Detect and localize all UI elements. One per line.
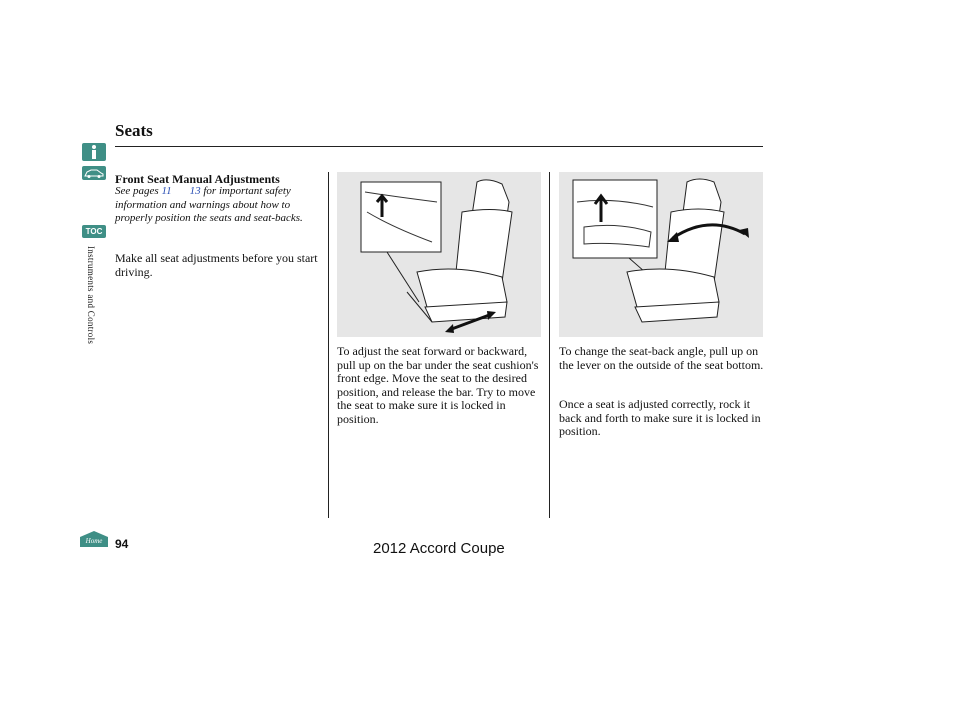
document-footer: 2012 Accord Coupe [373,540,505,557]
intro-text: Make all seat adjustments before you start driving. [115,251,318,279]
seat-slide-illustration [337,172,541,337]
home-label: Home [85,537,103,545]
seatback-recline-illustration [559,172,763,337]
section-vertical-label: Instruments and Controls [86,246,96,345]
page-link-13[interactable]: 13 [189,185,201,197]
toc-label: TOC [85,227,103,236]
seatback-instructions: To change the seat-back angle, pull up on the lever on the outside of the seat bottom. [559,344,764,372]
column-divider [549,172,550,518]
section-heading: Front Seat Manual Adjustments [115,172,280,186]
title-rule [115,146,763,147]
see-suffix: for important safety information and warnings about how to properly position the seats and seat-backs. [115,185,303,224]
car-icon[interactable] [82,166,106,180]
page-number: 94 [115,537,129,551]
see-prefix: See pages [115,185,162,197]
safety-reference [115,185,320,226]
seat-lock-check-text: Once a seat is adjusted correctly, rock it back and forth to make sure it is locked in position. [559,397,761,438]
toc-icon[interactable] [82,225,106,238]
info-icon[interactable] [82,143,106,161]
page-link-11[interactable]: 11 [161,185,172,197]
column-divider [328,172,329,518]
home-icon[interactable] [80,531,108,547]
seat-slide-instructions: To adjust the seat forward or backward, pull up on the bar under the seat cushion's front edge. Move the seat to the desired position, and release the bar. Try to move the seat to make sure it is locked in position. [337,344,539,426]
page-title: Seats [115,121,153,140]
